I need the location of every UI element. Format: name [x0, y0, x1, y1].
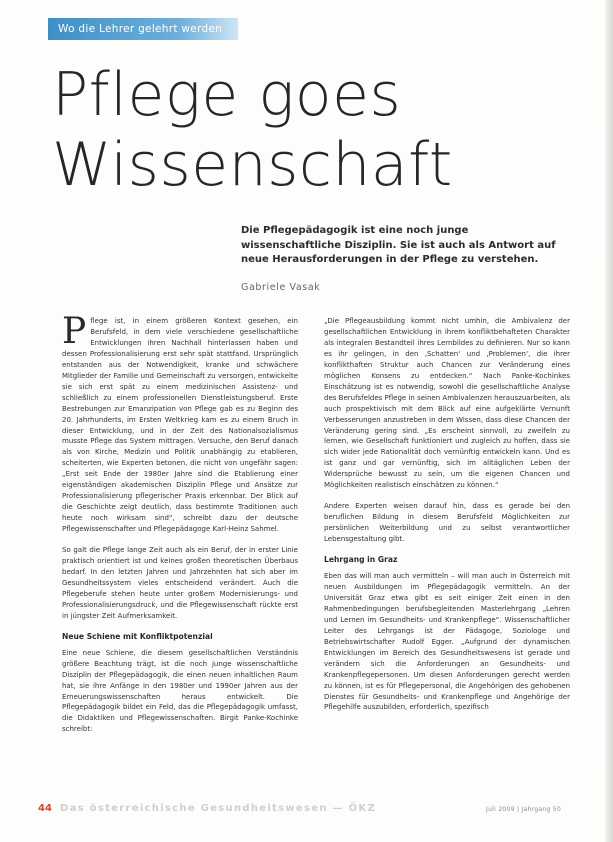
article-paragraph: So galt die Pflege lange Zeit auch als ein Beruf, der in erster Linie praktisch orientiert ist und keines großen theoretischen Überbaus bedarf. In den letzten Jahren und Jahrzehnten hat sich aber im Gesundheitssystem vieles entscheidend verändert. Auch die Pflegeberufe stehen heute unter großem Modernisierungs- und Professionalisierungsdruck, und die Pflegewissenschaft rückte erst in jüngster Zeit Aufmerksamkeit.: [62, 546, 298, 620]
article-paragraph: Eben das will man auch vermitteln – will man auch in Österreich mit neuen Ausbildungen im Pflegepädagogik vermitteln. An der Universität Graz etwa gibt es seit einiger Zeit einen in den Rahmenbedingungen berufsbegleitenden Masterlehrgang „Lehren und Lernen im Gesundheits- und Krankenpflege“. Wissenschaftlicher Leiter des Lehrgangs ist der Pädagoge, Soziologe und Betriebswirtschafter Rudolf Egger. „Aufgrund der dynamischen Entwicklungen im Bereich des Gesundheitswesens ist gerade und verändern sich die Anforderungen an Gesundheits- und Krankenpflegepersonen. Um diesen Anforderungen gerecht werden zu können, ist es für Pflegepersonal, die Angehörigen des gehobenen Dienstes für Gesundheits- und Krankenpflege und Angehörige der Pflegehilfe auszubilden, erforderlich, spezifisch: [324, 572, 570, 712]
author-byline: Gabriele Vasak: [241, 282, 321, 293]
section-tab: Wo die Lehrer gelehrt werden: [48, 18, 238, 40]
article-paragraph: „Die Pflegeausbildung kommt nicht umhin, die Ambivalenz der gesellschaftlichen Entwicklung in ihrem konfliktbehafteten Charakter als integralen Bestandteil ihres Lernbildes zu definieren. Nur so kann es ihr gelingen, in den ‚Schatten‘ und ‚Problemen‘, die ihrer konflikthaften Struktur auch Chancen zur Veränderung eines möglichen Konsens zu entdecken.“ Nach Panke-Kochinkes Einschätzung ist es notwendig, sowohl die gesellschaftliche Analyse des Berufsfeldes Pflege in seinen Ambivalenzen herauszuarbeiten, als auch prospektivisch mit dem Blick auf eine aufgeklärte Vernunft Verbesserungen anzustreben in dem Wissen, dass diese Chancen der Veränderung gering sind. „Es erscheint sinnvoll, zu zweifeln zu lernen, wie Gesellschaft funktioniert und zugleich zu hoffen, dass sie sich wider jede Rationalität doch vernünftig entwickeln kann. Und es ist ganz und gar vernünftig, sich im alltäglichen Leben der Widersprüche bewusst zu sein, um die eigenen Chancen und Möglichkeiten realistisch einschätzen zu können.“: [324, 317, 570, 490]
right-column: [324, 316, 570, 723]
subheading: Lehrgang in Graz: [324, 555, 398, 565]
page-number: 44: [38, 803, 52, 814]
article-paragraph: [62, 311, 298, 535]
headline-line-2: Wissenschaft: [52, 130, 453, 200]
left-column: [62, 311, 298, 745]
page-footer: [38, 802, 578, 816]
lead-paragraph: Die Pflegepädagogik ist eine noch junge wissenschaftliche Disziplin. Sie ist auch als Antwort auf neue Herausforderungen in der Pflege zu verstehen.: [241, 225, 556, 265]
issue-date: Juli 2009 | Jahrgang 50: [486, 806, 562, 813]
drop-cap: P: [62, 311, 87, 352]
publication-name: Das österreichische Gesundheitswesen — ÖKZ: [60, 803, 377, 814]
paragraph-text: flege ist, in einem größeren Kontext gesehen, ein Berufsfeld, in dem viele verschiedene gesellschaftliche Entwicklungen ihren Nachhall hinterlassen haben und dessen Professionalisierung erst sehr spät stattfand. Ursprünglich entstanden aus der Notwendigkeit, kranke und schwächere Mitglieder der Familie und Gemeinschaft zu versorgen, entwickelte sie sich erst spät zu einem medizinischen Assistenz- und schließlich zu einem professionellen Dienstleistungsberuf. Erste Bestrebungen zur Emanzipation von Pflege gab es zu Beginn des 20. Jahrhunderts, im Ersten Weltkrieg kam es zu einem Bruch in dieser Entwicklung, und in der Zeit des Nationalsozialismus musste Pflege das System mittragen. Versuche, den Beruf danach als von Kirche, Medizin und Politik unabhängig zu etablieren, scheiterten, wie Experten betonen, die nicht von ungefähr sagen: „Erst seit Ende der 1980er Jahre sind die Etablierung einer eigenständigen akademischen Disziplin Pflege und Ansätze zur Professionalisierung pflegerischer Praxis erkennbar. Der Blick auf die Geschichte zeigt deutlich, dass bestimmte Traditionen auch heute noch wirksam sind“, schreibt dazu der deutsche Pflegewissenschafter und Pflegepädagoge Karl-Heinz Sahmel.: [62, 317, 298, 534]
article-paragraph: Andere Experten weisen darauf hin, dass es gerade bei den beruflichen Bildung in diesem Berufsfeld Möglichkeiten zur persönlichen Weiterbildung und zu selbst verantwortlicher Lebensgestaltung gibt.: [324, 502, 570, 544]
article-paragraph: Eine neue Schiene, die diesem gesellschaftlichen Verständnis größere Beachtung trägt, ist die noch junge wissenschaftliche Disziplin der Pflegepädagogik, die einen neuen inhaltlichen Raum hat, sie ihre Anfänge in den 1980er und 1990er Jahren aus der Erneuerungswissenschaften heraus entwickelt. Die Pflegepädagogik bildet ein Feld, das die Pflegepädagogik umfasst, die Didaktiken und Pflegewissenschaften. Birgit Panke-Kochinke schreibt:: [62, 648, 298, 734]
headline-line-1: Pflege goes: [52, 60, 402, 130]
page-edge-shadow: [605, 0, 613, 842]
subheading: Neue Schiene mit Konfliktpotenzial: [62, 631, 213, 641]
